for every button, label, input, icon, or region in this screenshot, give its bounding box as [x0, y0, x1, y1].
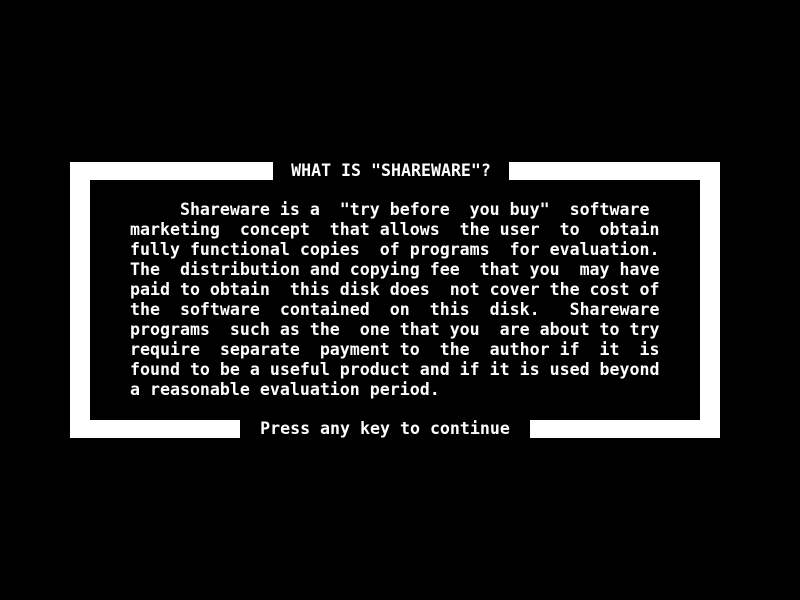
dialog-text-line: Shareware is a "try before you buy" software: [130, 200, 650, 219]
key-prompt-bar: [240, 420, 530, 438]
dialog-text-line: a reasonable evaluation period.: [130, 380, 440, 399]
dialog-body-text: [130, 200, 660, 400]
dialog-text-line: the software contained on this disk. Shareware: [130, 300, 660, 319]
dialog-text-line: paid to obtain this disk does not cover the cost of: [130, 280, 660, 299]
dialog-text-line: fully functional copies of programs for evaluation.: [130, 240, 660, 259]
dialog-text-line: programs such as the one that you are about to try: [130, 320, 660, 339]
dialog-title-bar: [273, 162, 509, 180]
dialog-text-line: marketing concept that allows the user to obtain: [130, 220, 660, 239]
dialog-text-line: The distribution and copying fee that you may have: [130, 260, 660, 279]
dialog-text-line: require separate payment to the author if it is: [130, 340, 660, 359]
press-any-key-prompt: Press any key to continue: [260, 419, 510, 438]
dialog-text-line: found to be a useful product and if it is used beyond: [130, 360, 660, 379]
dialog-title: WHAT IS "SHAREWARE"?: [291, 161, 491, 180]
shareware-dialog-frame: [70, 162, 720, 438]
